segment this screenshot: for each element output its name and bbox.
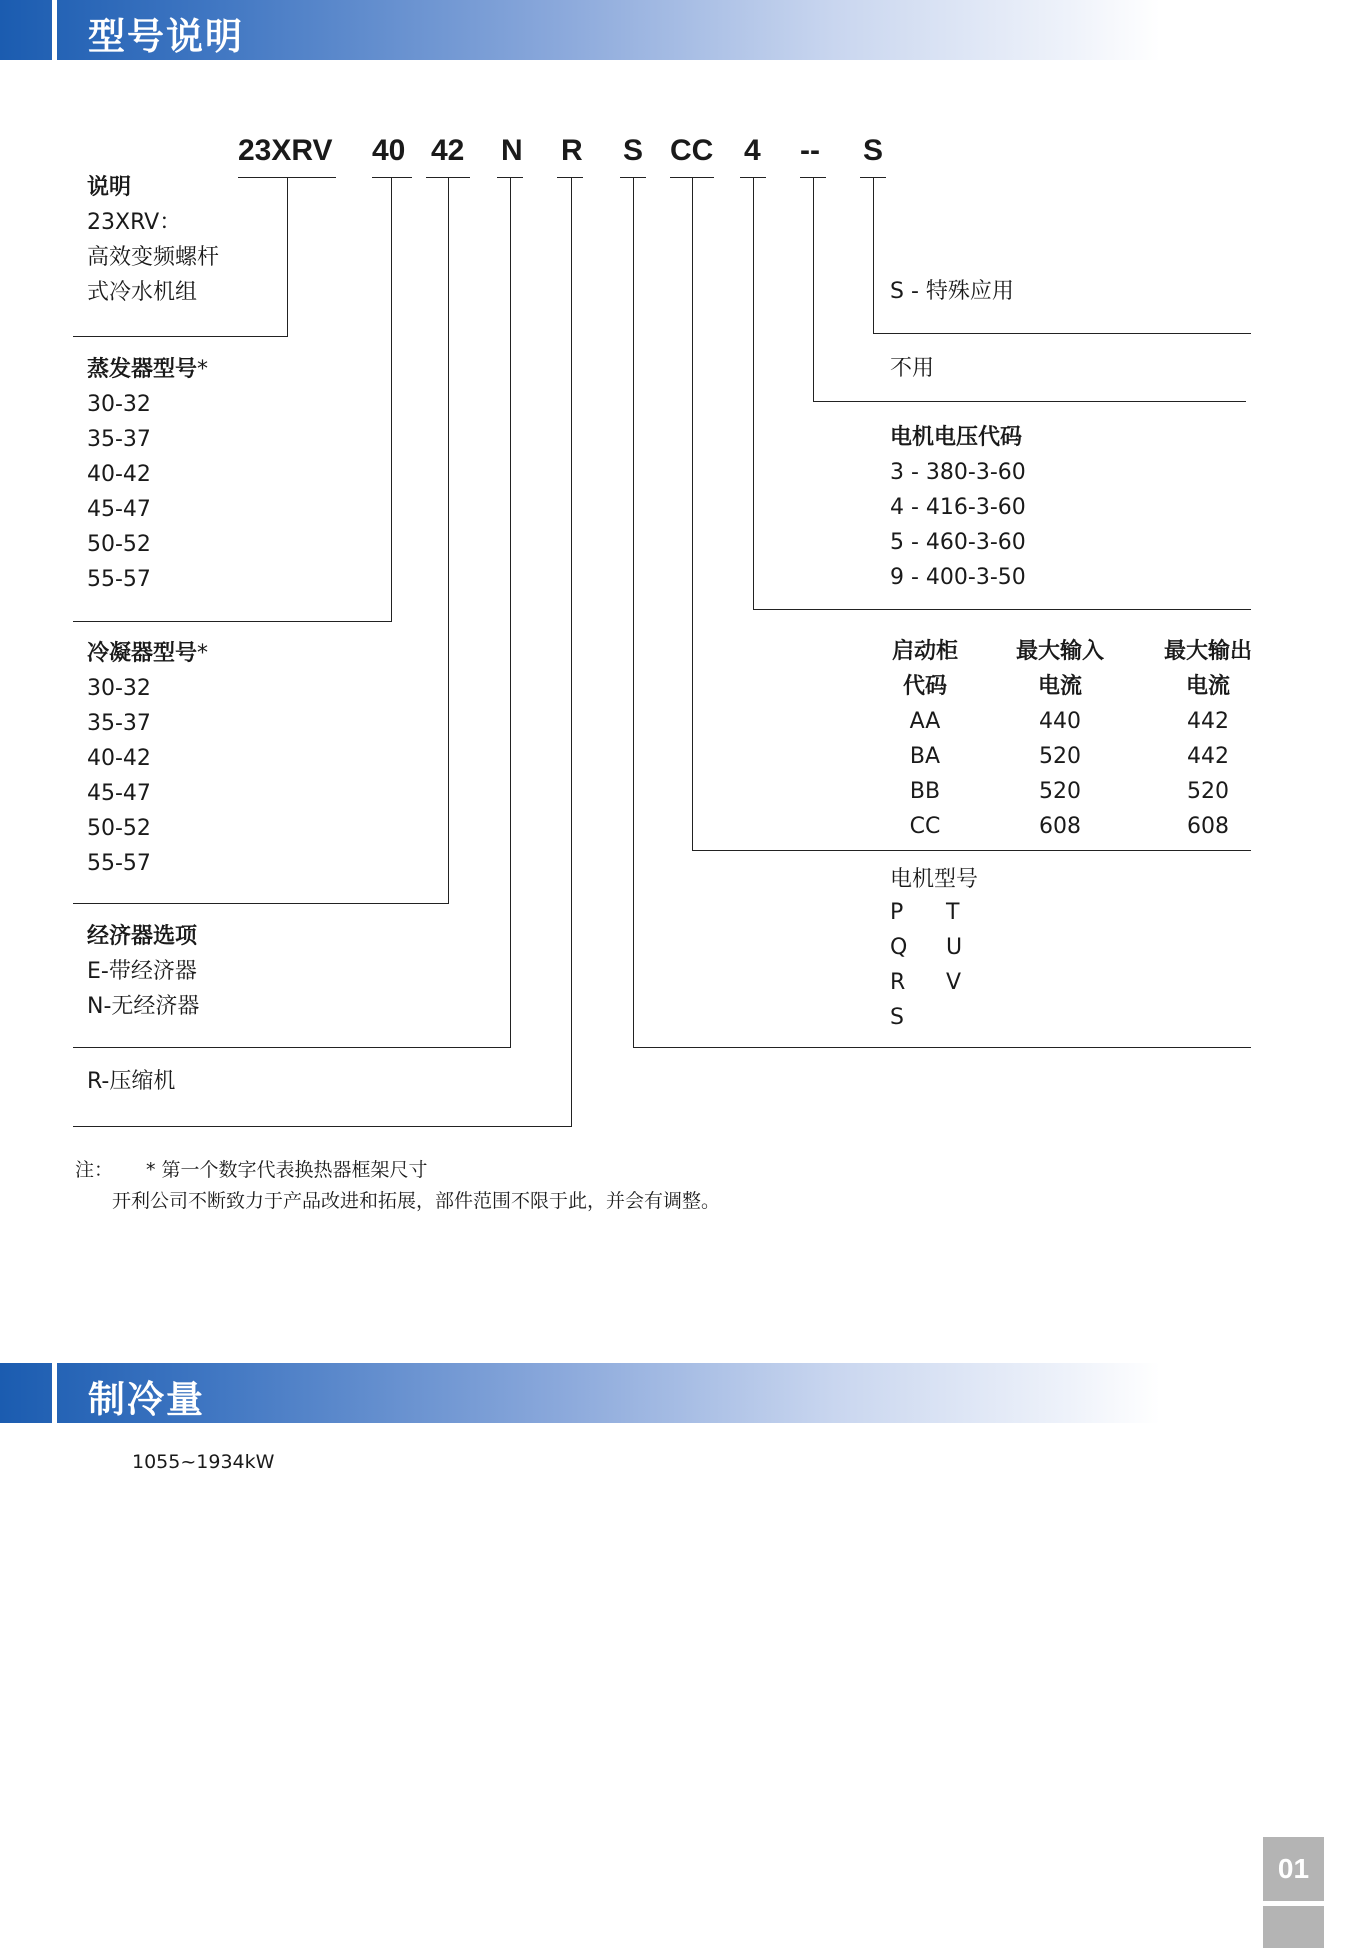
starter-header: 启动柜 — [891, 639, 958, 664]
starter-cell: AA — [909, 709, 941, 734]
voltage-block — [890, 420, 1026, 595]
condenser-star: * — [197, 641, 209, 666]
connector-line — [73, 1126, 572, 1127]
voltage-code: 5 - 460-3-60 — [890, 530, 1026, 555]
section-title-capacity: 制冷量 — [88, 1378, 205, 1421]
starter-header: 电流 — [1037, 674, 1082, 699]
condenser-block — [87, 636, 208, 881]
desc-heading: 说明 — [87, 175, 132, 200]
condenser-size: 35-37 — [87, 711, 151, 736]
motor-code: T — [946, 900, 960, 925]
connector-line — [813, 401, 1246, 402]
condenser-size: 45-47 — [87, 781, 151, 806]
starter-header: 最大输出 — [1163, 639, 1252, 664]
evaporator-size: 50-52 — [87, 532, 151, 557]
note-line-1: * 第一个数字代表换热器框架尺寸 — [146, 1159, 428, 1181]
economizer-heading: 经济器选项 — [87, 924, 198, 949]
code-part-compressor: R — [561, 134, 583, 167]
capacity-value: 1055~1934kW — [132, 1451, 275, 1473]
voltage-code: 9 - 400-3-50 — [890, 565, 1026, 590]
code-part-condenser: 42 — [431, 134, 465, 167]
voltage-code: 3 - 380-3-60 — [890, 460, 1026, 485]
economizer-option: E-带经济器 — [87, 959, 197, 984]
starter-cell: 520 — [1039, 744, 1081, 769]
motor-code: P — [890, 900, 904, 925]
economizer-option: N-无经济器 — [87, 994, 200, 1019]
connector-line — [287, 177, 288, 337]
condenser-size: 40-42 — [87, 746, 151, 771]
connector-line — [73, 1047, 511, 1048]
condenser-heading: 冷凝器型号 — [87, 641, 198, 666]
starter-cell: BA — [909, 744, 941, 769]
banner-separator — [52, 0, 57, 60]
code-underline — [557, 177, 583, 178]
starter-cell: 442 — [1187, 744, 1229, 769]
motor-code: R — [890, 970, 906, 995]
code-part-motor: S — [623, 134, 644, 167]
connector-line — [873, 333, 1251, 334]
page-number: 01 — [1263, 1837, 1324, 1901]
condenser-size: 30-32 — [87, 676, 151, 701]
starter-cell: 608 — [1187, 814, 1229, 839]
evaporator-size: 35-37 — [87, 427, 151, 452]
motor-col-1 — [890, 895, 930, 1035]
starter-cell: 608 — [1039, 814, 1081, 839]
voltage-code: 4 - 416-3-60 — [890, 495, 1026, 520]
note-label: 注： — [75, 1159, 114, 1181]
motor-col-2 — [946, 895, 986, 1000]
desc-block — [87, 170, 219, 310]
connector-line — [633, 1047, 1251, 1048]
connector-line — [753, 609, 1251, 610]
code-underline — [372, 177, 412, 178]
desc-line: 高效变频螺杆 — [87, 245, 220, 270]
section-banner-model — [0, 0, 1160, 60]
evaporator-size: 30-32 — [87, 392, 151, 417]
evaporator-block — [87, 352, 208, 597]
connector-line — [73, 336, 288, 337]
compressor-label: R-压缩机 — [87, 1069, 176, 1094]
starter-cell: CC — [909, 814, 941, 839]
note-line-2: 开利公司不断致力于产品改进和拓展，部件范围不限于此，并会有调整。 — [112, 1190, 721, 1212]
evaporator-star: * — [197, 357, 209, 382]
condenser-size: 50-52 — [87, 816, 151, 841]
desc-line: 式冷水机组 — [87, 280, 198, 305]
connector-line — [391, 177, 392, 622]
connector-line — [692, 177, 693, 851]
desc-line: 23XRV： — [87, 210, 182, 235]
connector-line — [813, 177, 814, 402]
starter-header: 最大输入 — [1015, 639, 1104, 664]
motor-code: Q — [890, 935, 908, 960]
connector-line — [873, 177, 874, 334]
starter-cell: 520 — [1039, 779, 1081, 804]
connector-line — [571, 177, 572, 1127]
evaporator-size: 40-42 — [87, 462, 151, 487]
special-label: S - 特殊应用 — [890, 279, 1014, 304]
banner-separator — [52, 1363, 57, 1423]
code-part-special: S — [863, 134, 884, 167]
code-part-evaporator: 40 — [372, 134, 406, 167]
connector-line — [692, 850, 1251, 851]
starter-cell: 440 — [1039, 709, 1081, 734]
section-banner-capacity — [0, 1363, 1160, 1423]
code-part-23xrv: 23XRV — [238, 134, 333, 167]
evaporator-size: 55-57 — [87, 567, 151, 592]
starter-cell: 520 — [1187, 779, 1229, 804]
evaporator-size: 45-47 — [87, 497, 151, 522]
evaporator-heading: 蒸发器型号 — [87, 357, 198, 382]
motor-code: V — [946, 970, 962, 995]
connector-line — [753, 177, 754, 610]
connector-line — [448, 177, 449, 904]
starter-header: 电流 — [1185, 674, 1230, 699]
starter-cell: BB — [909, 779, 941, 804]
unused-label: 不用 — [890, 356, 935, 381]
economizer-block — [87, 919, 199, 1024]
connector-line — [73, 903, 449, 904]
code-part-economizer: N — [501, 134, 523, 167]
connector-line — [73, 621, 392, 622]
connector-line — [633, 177, 634, 1048]
section-title-model: 型号说明 — [88, 15, 244, 58]
condenser-size: 55-57 — [87, 851, 151, 876]
connector-line — [510, 177, 511, 1048]
motor-heading: 电机型号 — [890, 867, 979, 892]
starter-cell: 442 — [1187, 709, 1229, 734]
starter-header: 代码 — [902, 674, 947, 699]
page-number-tab — [1263, 1906, 1324, 1948]
starter-col-code — [885, 634, 965, 844]
code-part-starter: CC — [670, 134, 714, 167]
motor-code: U — [946, 935, 963, 960]
motor-code: S — [890, 1005, 904, 1030]
voltage-heading: 电机电压代码 — [890, 425, 1023, 450]
starter-col-input — [1010, 634, 1110, 844]
code-part-unused: -- — [800, 134, 820, 167]
code-part-voltage: 4 — [744, 134, 761, 167]
starter-col-output — [1158, 634, 1258, 844]
